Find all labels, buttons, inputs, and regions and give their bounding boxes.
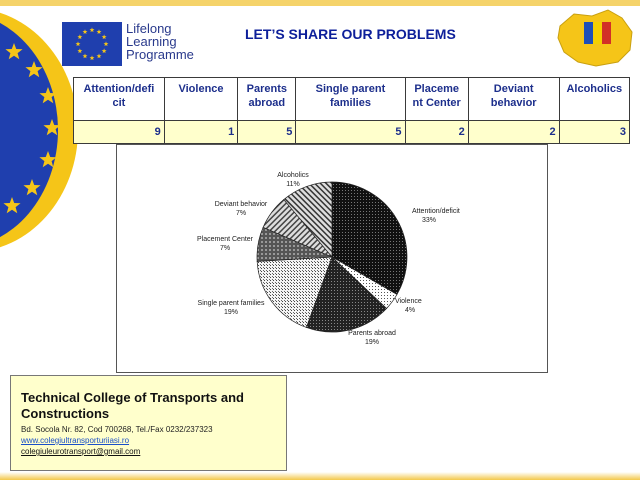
slice-percent-single-parent-families: 19% xyxy=(223,309,239,316)
pie-chart xyxy=(117,145,547,372)
lifelong-learning-logo xyxy=(62,22,212,66)
problems-table xyxy=(73,77,630,144)
slice-label-single-parent-families: Single parent families xyxy=(197,300,265,307)
logo-text xyxy=(126,22,194,61)
top-stripe xyxy=(0,0,640,6)
slice-percent-deviant-behavior: 7% xyxy=(235,210,247,217)
slice-percent-placement-center: 7% xyxy=(219,245,231,252)
value-alcoholics: 3 xyxy=(559,121,629,144)
table-header-row xyxy=(74,78,630,121)
slice-label-parents-abroad: Parents abroad xyxy=(348,330,396,337)
value-placement-center: 2 xyxy=(405,121,468,144)
slice-percent-attention-deficit: 33% xyxy=(422,217,437,224)
table-row xyxy=(74,121,630,144)
school-website-link[interactable]: www.colegiultransporturiiasi.ro xyxy=(21,436,130,445)
school-info-box xyxy=(10,375,287,471)
value-parents-abroad: 5 xyxy=(238,121,296,144)
slice-percent-alcoholics: 11% xyxy=(286,181,300,188)
page-title: LET’S SHARE OUR PROBLEMS xyxy=(245,26,456,42)
value-attention: 9 xyxy=(74,121,165,144)
logo-line-2: Learning xyxy=(126,34,177,49)
header-violence: Violence xyxy=(164,78,237,121)
header-deviant-behavior: Deviant behavior xyxy=(468,78,559,121)
header-parents-abroad: Parents abroad xyxy=(238,78,296,121)
slice-label-alcoholics: Alcoholics xyxy=(277,172,309,179)
value-deviant-behavior: 2 xyxy=(468,121,559,144)
bottom-stripe xyxy=(0,472,640,480)
slice-label-violence: Violence xyxy=(395,298,422,305)
logo-line-3: Programme xyxy=(126,47,194,62)
value-violence: 1 xyxy=(164,121,237,144)
value-single-parent: 5 xyxy=(296,121,405,144)
slice-percent-violence: 4% xyxy=(405,307,416,314)
header-placement-center: Placeme nt Center xyxy=(405,78,468,121)
slice-label-placement-center: Placement Center xyxy=(196,236,254,243)
pie-chart-panel xyxy=(116,144,548,373)
logo-line-1: Lifelong xyxy=(126,21,172,36)
header-single-parent: Single parent families xyxy=(296,78,405,121)
header-attention: Attention/defi cit xyxy=(74,78,165,121)
romania-flag-map xyxy=(552,6,638,70)
slice-label-attention-deficit: Attention/deficit xyxy=(412,208,460,215)
slice-percent-parents-abroad: 19% xyxy=(364,339,380,346)
slice-label-deviant-behavior: Deviant behavior xyxy=(214,201,268,208)
school-name: Technical College of Transports and Constructions xyxy=(21,390,244,421)
school-email-link[interactable]: colegiuleurotransport@gmail.com xyxy=(21,447,141,456)
header-alcoholics: Alcoholics xyxy=(559,78,629,121)
school-address: Bd. Socola Nr. 82, Cod 700268, Tel./Fax 0232/237323 xyxy=(21,425,213,434)
